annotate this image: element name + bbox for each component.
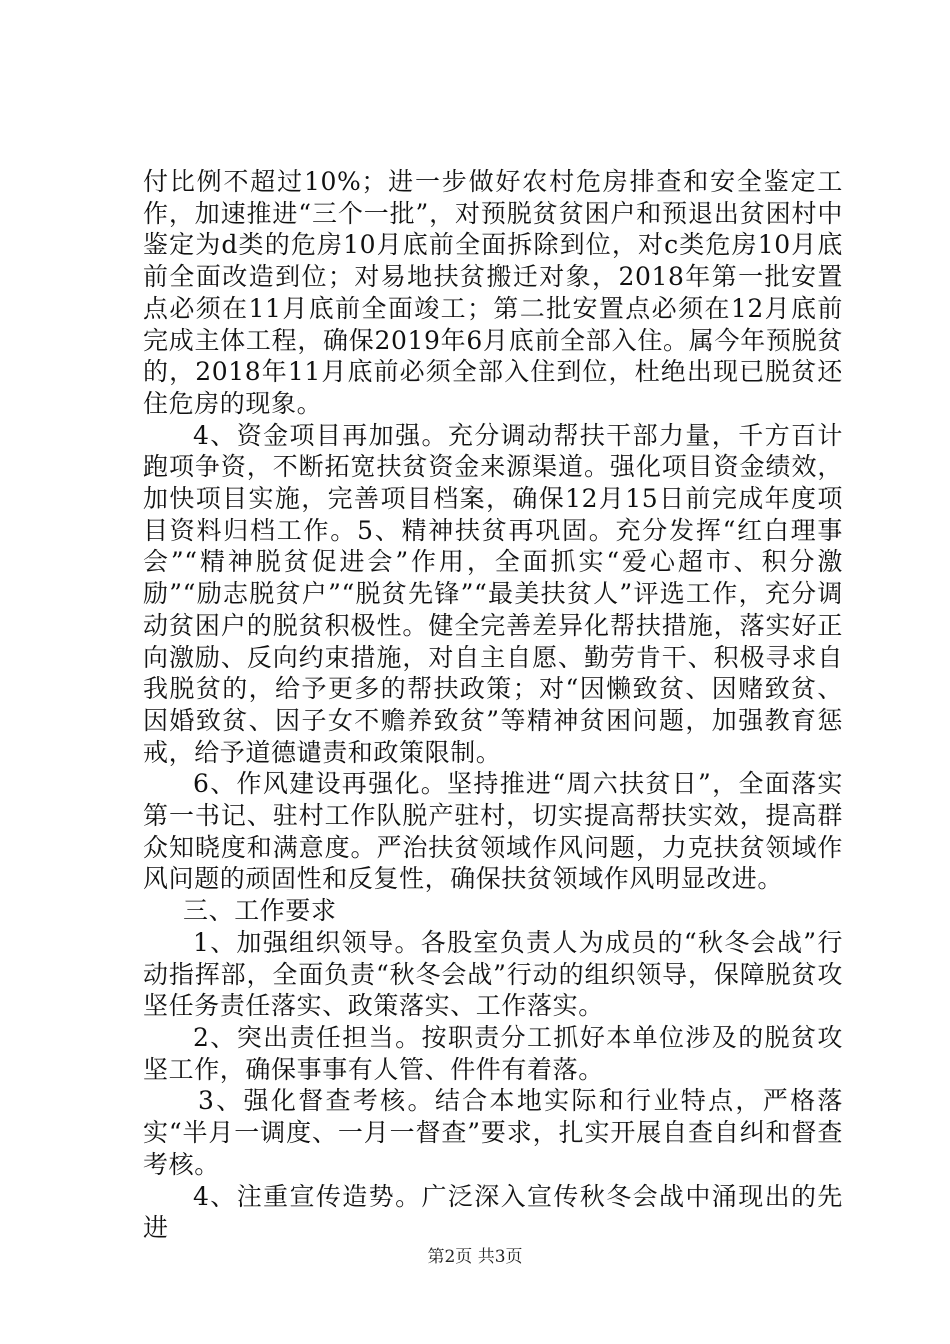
paragraph-supervision: 3、强化督查考核。结合本地实际和行业特点，严格落实“半月一调度、一月一督查”要求，扎实开展自查自纠和督查考核。 — [143, 1086, 843, 1179]
paragraph-work-style: 6、作风建设再强化。坚持推进“周六扶贫日”，全面落实第一书记、驻村工作队脱产驻村，切实提高帮扶实效，提高群众知晓度和满意度。严治扶贫领域作风问题，力克扶贫领域作风问题的顽固性和反复性，确保扶贫领域作风明显改进。 — [143, 769, 843, 894]
paragraph-funding-projects: 4、资金项目再加强。充分调动帮扶干部力量，千方百计跑项争资，不断拓宽扶贫资金来源渠道。强化项目资金绩效，加快项目实施，完善项目档案，确保12月15日前完成年度项目资料归档工作。5、精神扶贫再巩固。充分发挥“红白理事会”“精神脱贫促进会”作用，全面抓实“爱心超市、积分激励”“励志脱贫户”“脱贫先锋”“最美扶贫人”评选工作，充分调动贫困户的脱贫积极性。健全完善差异化帮扶措施，落实好正向激励、反向约束措施，对自主自愿、勤劳肯干、积极寻求自我脱贫的，给予更多的帮扶政策；对“因懒致贫、因赌致贫、因婚致贫、因子女不赡养致贫”等精神贫困问题，加强教育惩戒，给予道德谴责和政策限制。 — [143, 420, 843, 767]
document-body — [143, 166, 843, 1244]
paragraph-housing-safety: 付比例不超过10%；进一步做好农村危房排查和安全鉴定工作，加速推进“三个一批”，对预脱贫贫困户和预退出贫困村中鉴定为d类的危房10月底前全面拆除到位，对c类危房10月底前全面改造到位；对易地扶贫搬迁对象，2018年第一批安置点必须在11月底前全面竣工；第二批安置点必须在12月底前完成主体工程，确保2019年6月底前全部入住。属今年预脱贫的，2018年11月底前必须全部入住到位，杜绝出现已脱贫还住危房的现象。 — [143, 167, 843, 418]
paragraph-responsibility: 2、突出责任担当。按职责分工抓好本单位涉及的脱贫攻坚工作，确保事事有人管、件件有着落。 — [143, 1022, 843, 1084]
paragraph-publicity: 4、注重宣传造势。广泛深入宣传秋冬会战中涌现出的先进 — [143, 1181, 843, 1243]
page-number-footer: 第2页 共3页 — [427, 1247, 523, 1267]
paragraph-organization-leadership: 1、加强组织领导。各股室负责人为成员的“秋冬会战”行动指挥部，全面负责“秋冬会战”行动的组织领导，保障脱贫攻坚任务责任落实、政策落实、工作落实。 — [143, 927, 843, 1021]
section-heading-work-requirements: 三、工作要求 — [183, 896, 337, 926]
